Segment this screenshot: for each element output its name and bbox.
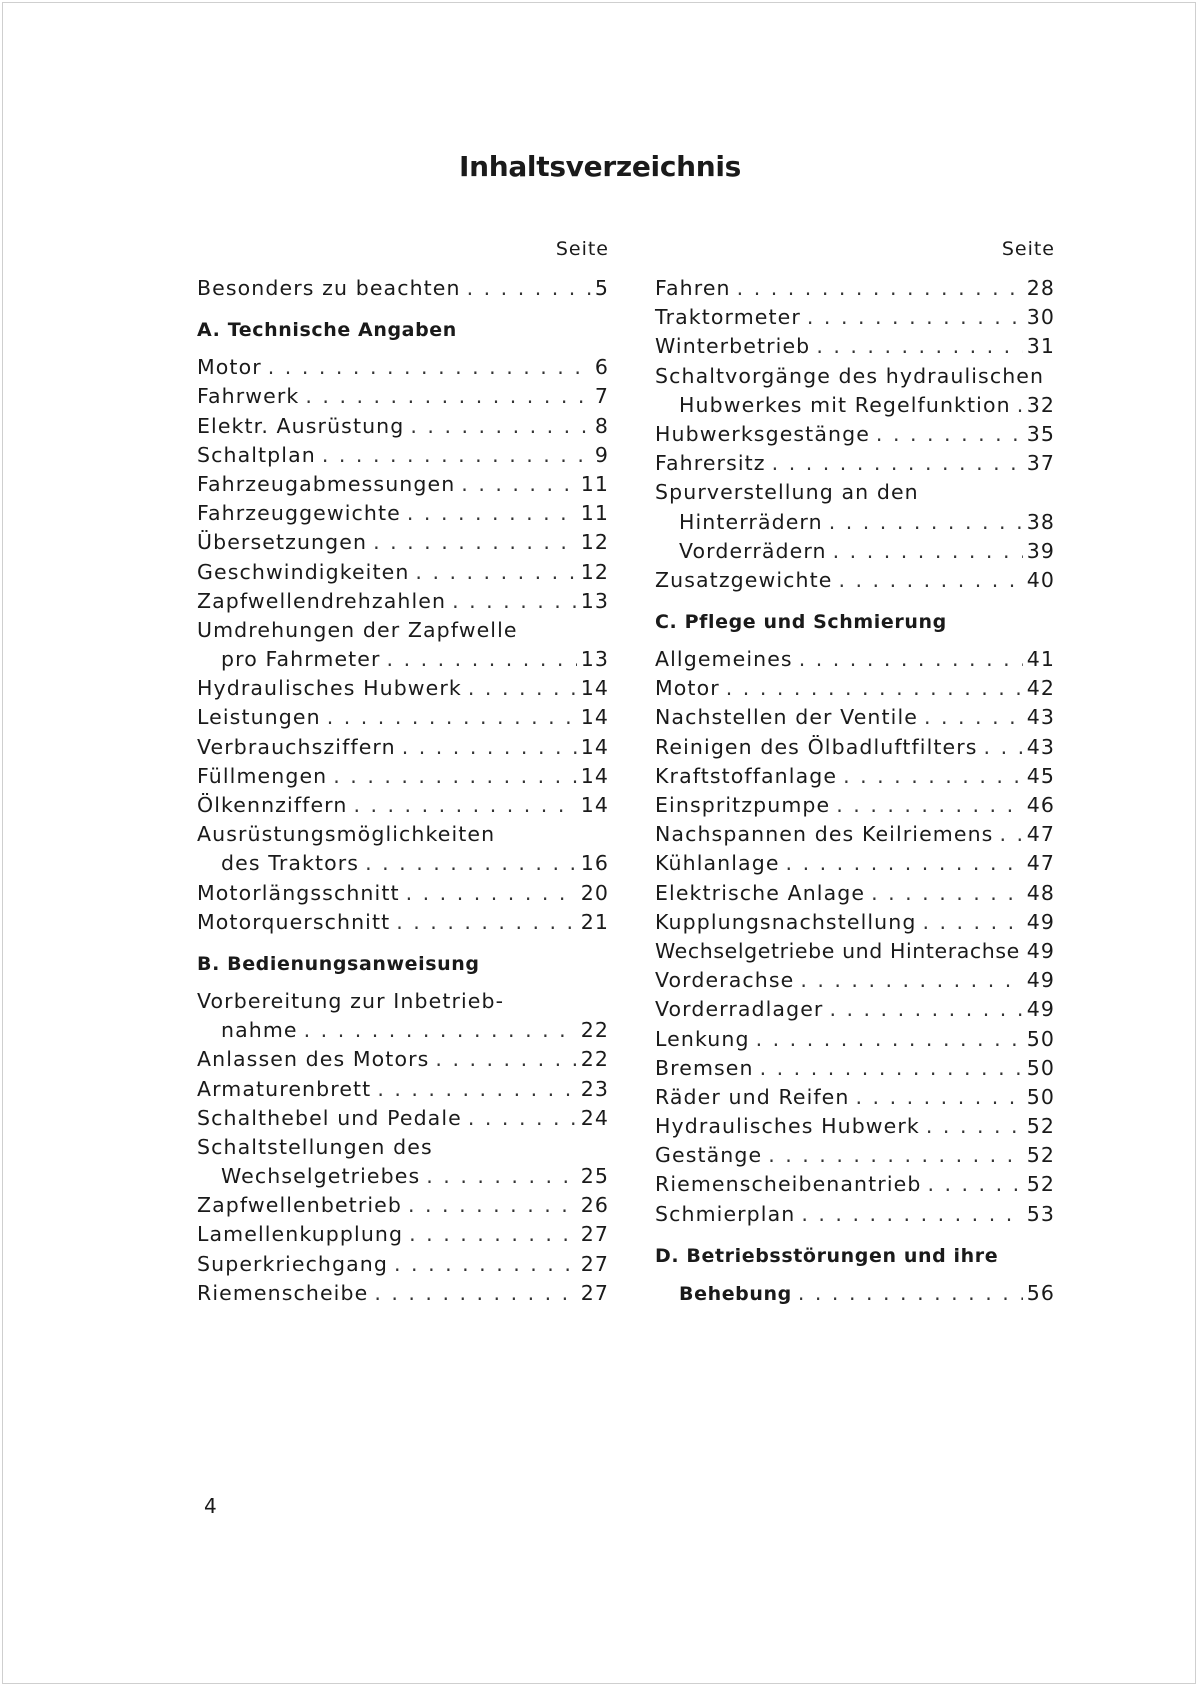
toc-entry [197, 822, 609, 851]
toc-entry [197, 618, 609, 647]
toc-dot-leader [837, 764, 1023, 788]
toc-dot-leader [359, 851, 577, 875]
toc-entry-title: Geschwindigkeiten [197, 559, 410, 584]
toc-page-number: 56 [1026, 1280, 1055, 1305]
toc-page-number: 6 [594, 355, 609, 380]
toc-entry-title: Allgemeines [655, 647, 793, 672]
toc-entry-title: Gestänge [655, 1143, 763, 1168]
toc-entry [655, 451, 1055, 480]
toc-dot-leader [299, 384, 590, 408]
toc-dot-leader [402, 1193, 577, 1217]
toc-dot-leader [396, 735, 577, 759]
toc-dot-leader [750, 1027, 1023, 1051]
toc-page-number: 22 [580, 1047, 609, 1072]
toc-entry [655, 1202, 1055, 1231]
toc-dot-leader [388, 1252, 577, 1276]
toc-entry [655, 822, 1055, 851]
toc-page-number: 14 [580, 793, 609, 817]
toc-entry-title: Hubwerkes mit Regelfunktion [679, 392, 1011, 417]
toc-entry-title: Fahrwerk [197, 384, 300, 409]
toc-entry-title: Hydraulisches Hubwerk [655, 1114, 920, 1139]
toc-dot-leader [429, 1047, 576, 1071]
toc-entry-title: Fahrzeuggewichte [197, 501, 401, 526]
toc-entry [197, 1106, 609, 1135]
toc-entry [197, 705, 609, 734]
toc-entry-title: Einspritzpumpe [655, 793, 831, 817]
toc-dot-leader [795, 1202, 1022, 1226]
toc-entry-title: Verbrauchsziffern [197, 734, 396, 759]
toc-page-number: 41 [1026, 647, 1055, 672]
toc-entry [655, 539, 1055, 568]
toc-entry [197, 1135, 609, 1164]
toc-entry [197, 910, 609, 939]
seite-label-left: Seite [555, 238, 609, 260]
toc-entry-title: Elektrische Anlage [655, 880, 866, 905]
toc-entry [197, 881, 609, 910]
toc-dot-leader [420, 1164, 576, 1188]
toc-entry [655, 276, 1055, 305]
toc-page-number: 49 [1026, 938, 1055, 963]
toc-entry [655, 305, 1055, 334]
toc-dot-leader [918, 705, 1023, 729]
toc-entry-title: Ausrüstungsmöglichkeiten [197, 822, 496, 847]
toc-entry-title: Motor [655, 676, 720, 701]
toc-entry [655, 1085, 1055, 1114]
toc-entry-title: Schaltstellungen des [197, 1134, 433, 1159]
toc-dot-leader [792, 1281, 1023, 1305]
toc-entry-title: Anlassen des Motors [197, 1047, 430, 1072]
toc-page-number: 8 [594, 413, 609, 438]
toc-entry-title: Elektr. Ausrüstung [197, 413, 405, 438]
toc-dot-leader [400, 881, 577, 905]
toc-page-number: 27 [580, 1251, 609, 1276]
toc-page-number: 20 [580, 880, 609, 905]
toc-entry-title: Besonders zu beachten [197, 276, 461, 300]
toc-entry-title: Kupplungsnachstellung [655, 909, 917, 934]
toc-entry-title: nahme [221, 1018, 298, 1043]
toc-entry [197, 764, 609, 793]
toc-entry [197, 647, 609, 676]
toc-entry [655, 393, 1055, 422]
toc-page-number: 50 [1026, 1084, 1055, 1109]
toc-page-number: 13 [580, 647, 609, 672]
toc-page-number: 37 [1026, 451, 1055, 476]
toc-entry [655, 997, 1055, 1026]
toc-page-number: 52 [1026, 1172, 1055, 1197]
toc-entry [197, 1193, 609, 1222]
toc-page-number: 5 [594, 276, 609, 300]
toc-entry [655, 480, 1055, 509]
toc-page-number: 47 [1026, 851, 1055, 876]
toc-entry [197, 589, 609, 618]
toc-dot-leader [731, 276, 1023, 300]
toc-dot-leader [754, 1056, 1023, 1080]
toc-entry [655, 705, 1055, 734]
toc-page-number: 32 [1026, 392, 1055, 417]
toc-page-number: 49 [1026, 909, 1055, 934]
toc-entry [655, 910, 1055, 939]
toc-page-number: 43 [1026, 734, 1055, 759]
toc-entry-title: Motorlängsschnitt [197, 880, 400, 905]
toc-entry [655, 334, 1055, 363]
toc-dot-leader [381, 647, 577, 671]
toc-page-number: 16 [580, 851, 609, 876]
toc-dot-leader [850, 1085, 1023, 1109]
toc-dot-leader [720, 676, 1023, 700]
seite-label-right: Seite [1001, 238, 1055, 260]
toc-page-number: 30 [1026, 305, 1055, 330]
toc-page-number: 31 [1026, 334, 1055, 359]
toc-page-number: 27 [580, 1222, 609, 1247]
toc-entry [655, 676, 1055, 705]
toc-entry [655, 510, 1055, 539]
toc-entry-title: Wechselgetriebe und Hinterachse [655, 938, 1020, 963]
toc-page-number: 50 [1026, 1026, 1055, 1051]
toc-entry [655, 851, 1055, 880]
toc-entry-title: Bremsen [655, 1055, 754, 1080]
toc-dot-leader [794, 968, 1022, 992]
toc-dot-leader [371, 1077, 576, 1101]
toc-page-number: 9 [594, 442, 609, 467]
toc-entry [197, 1281, 609, 1310]
toc-page-number: 46 [1026, 793, 1055, 817]
toc-entry [197, 319, 609, 355]
toc-dot-leader [762, 1143, 1023, 1167]
toc-entry-title: Armaturenbrett [197, 1076, 372, 1101]
toc-entry-title: Vorderachse [655, 968, 795, 993]
toc-entry-title: Ölkennziffern [197, 793, 348, 817]
toc-entry-title: Motorquerschnitt [197, 909, 391, 934]
toc-entry-title: Riemenscheibe [197, 1280, 369, 1305]
toc-entry [655, 793, 1055, 822]
toc-dot-leader [993, 822, 1022, 846]
toc-entry-title: Motor [197, 355, 262, 380]
toc-entry-title: Zapfwellendrehzahlen [197, 588, 447, 613]
toc-entry [655, 364, 1055, 393]
toc-entry-title: Leistungen [197, 705, 321, 730]
toc-entry-title: Vorbereitung zur Inbetrieb- [197, 988, 505, 1013]
toc-entry [655, 1114, 1055, 1143]
toc-entry [197, 735, 609, 764]
toc-page-number: 12 [580, 530, 609, 555]
toc-entry-title: Traktormeter [655, 305, 801, 330]
toc-entry [655, 939, 1055, 968]
toc-page-number: 11 [580, 501, 609, 526]
toc-entry-title: Reinigen des Ölbadluftfilters [655, 734, 978, 759]
toc-entry-title: A. Technische Angaben [197, 319, 457, 342]
toc-dot-leader [920, 1114, 1023, 1138]
toc-page-number: 21 [580, 909, 609, 934]
toc-entry-title: Umdrehungen der Zapfwelle [197, 617, 518, 642]
toc-entry [655, 1172, 1055, 1201]
toc-dot-leader [810, 334, 1022, 358]
toc-dot-leader [262, 355, 591, 379]
toc-left-entries [197, 276, 609, 1310]
toc-entry-title: B. Bedienungsanweisung [197, 952, 480, 975]
toc-entry-title: pro Fahrmeter [221, 647, 381, 672]
toc-entry [197, 851, 609, 880]
toc-entry [655, 611, 1055, 647]
toc-entry-title: Zusatzgewichte [655, 567, 833, 592]
toc-entry [197, 1164, 609, 1193]
toc-entry-title: Kraftstoffanlage [655, 763, 838, 788]
toc-entry [197, 1018, 609, 1047]
toc-entry-title: Superkriechgang [197, 1251, 389, 1276]
toc-entry [197, 530, 609, 559]
toc-right-entries [655, 276, 1055, 1310]
toc-page-number: 27 [580, 1280, 609, 1305]
toc-page-number: 7 [594, 384, 609, 409]
toc-entry-title: Hubwerksgestänge [655, 421, 870, 446]
toc-dot-leader [978, 735, 1023, 759]
toc-entry-title: Fahrersitz [655, 451, 766, 476]
toc-entry [197, 414, 609, 443]
toc-entry [197, 501, 609, 530]
toc-entry-title: Wechselgetriebes [221, 1164, 421, 1189]
toc-dot-leader [390, 910, 576, 934]
toc-page-number: 26 [580, 1193, 609, 1218]
toc-dot-leader [870, 422, 1023, 446]
toc-dot-leader [403, 1222, 577, 1246]
toc-entry-title: Räder und Reifen [655, 1084, 850, 1109]
toc-page-number: 28 [1026, 276, 1055, 300]
toc-entry-title: Schaltvorgänge des hydraulischen [655, 363, 1045, 388]
toc-page-number: 13 [580, 588, 609, 613]
toc-entry [655, 1245, 1055, 1281]
toc-entry-title: Riemenscheibenantrieb [655, 1172, 922, 1197]
toc-page-number: 24 [580, 1105, 609, 1130]
toc-dot-leader [793, 647, 1023, 671]
toc-entry-title: Vorderradlager [655, 997, 824, 1022]
toc-dot-leader [327, 764, 576, 788]
page-number: 4 [204, 1494, 217, 1518]
toc-entry-title: des Traktors [221, 851, 360, 876]
toc-dot-leader [446, 589, 577, 613]
toc-page-number: 42 [1026, 676, 1055, 701]
toc-entry [197, 1047, 609, 1076]
toc-entry-title: Vorderrädern [679, 538, 827, 563]
toc-entry [197, 1222, 609, 1251]
toc-entry-title: D. Betriebsstörungen und ihre [655, 1244, 999, 1267]
toc-entry-title: Zapfwellenbetrieb [197, 1193, 402, 1218]
toc-dot-leader [298, 1018, 577, 1042]
toc-dot-leader [865, 881, 1023, 905]
toc-page-number: 45 [1026, 763, 1055, 788]
toc-entry [197, 276, 609, 305]
toc-page-number: 14 [580, 763, 609, 788]
toc-dot-leader [766, 451, 1023, 475]
toc-dot-leader [404, 414, 590, 438]
toc-entry [655, 764, 1055, 793]
toc-entry [655, 881, 1055, 910]
toc-page-number: 47 [1026, 822, 1055, 847]
toc-entry-title: C. Pflege und Schmierung [655, 611, 947, 634]
toc-page-number: 40 [1026, 567, 1055, 592]
toc-page-number: 49 [1026, 968, 1055, 993]
toc-entry [197, 355, 609, 384]
toc-entry [197, 793, 609, 822]
toc-entry [655, 735, 1055, 764]
toc-dot-leader [462, 676, 577, 700]
toc-entry-title: Schaltplan [197, 442, 316, 467]
toc-entry-title: Hydraulisches Hubwerk [197, 676, 462, 701]
toc-entry [655, 568, 1055, 597]
toc-page-number: 25 [580, 1164, 609, 1189]
toc-entry-title: Schmierplan [655, 1201, 796, 1226]
toc-dot-leader [916, 910, 1022, 934]
toc-page-number: 14 [580, 676, 609, 701]
toc-entry [655, 647, 1055, 676]
toc-dot-leader [823, 510, 1023, 534]
toc-dot-leader [462, 1106, 577, 1130]
toc-dot-leader [316, 443, 591, 467]
toc-entry [655, 968, 1055, 997]
toc-entry [197, 560, 609, 589]
toc-entry-title: Füllmengen [197, 763, 328, 788]
toc-entry [197, 1077, 609, 1106]
toc-page-number: 14 [580, 734, 609, 759]
toc-entry-title: Hinterrädern [679, 509, 823, 534]
toc-page-number: 52 [1026, 1114, 1055, 1139]
toc-entry [197, 676, 609, 705]
toc-entry [655, 1281, 1055, 1310]
toc-page-number: 23 [580, 1076, 609, 1101]
toc-dot-leader [347, 793, 576, 817]
toc-dot-leader [409, 560, 576, 584]
toc-entry-title: Kühlanlage [655, 851, 780, 876]
toc-page-number: 43 [1026, 705, 1055, 730]
toc-page-number: 12 [580, 559, 609, 584]
toc-entry [197, 989, 609, 1018]
toc-entry-title: Lenkung [655, 1026, 750, 1051]
toc-entry [655, 422, 1055, 451]
toc-entry-title: Schalthebel und Pedale [197, 1105, 462, 1130]
toc-dot-leader [921, 1172, 1022, 1196]
toc-entry-title: Fahren [655, 276, 731, 300]
toc-page-number: 52 [1026, 1143, 1055, 1168]
toc-page-number: 11 [580, 471, 609, 496]
toc-dot-leader [321, 705, 577, 729]
toc-dot-leader [401, 501, 577, 525]
toc-entry-title: Nachstellen der Ventile [655, 705, 918, 730]
toc-entry [655, 1027, 1055, 1056]
toc-dot-leader [1011, 393, 1023, 417]
toc-entry-title: Fahrzeugabmessungen [197, 471, 456, 496]
page-title: Inhaltsverzeichnis [458, 150, 742, 183]
toc-page-number: 38 [1026, 509, 1055, 534]
toc-entry [655, 1056, 1055, 1085]
toc-page-number: 50 [1026, 1055, 1055, 1080]
toc-dot-leader [367, 530, 577, 554]
toc-entry [197, 443, 609, 472]
toc-entry [655, 1143, 1055, 1172]
toc-entry [197, 384, 609, 413]
toc-page-number: 39 [1026, 538, 1055, 563]
toc-page-number: 48 [1026, 880, 1055, 905]
toc-entry-title: Übersetzungen [197, 530, 368, 555]
toc-dot-leader [455, 472, 576, 496]
toc-entry-title: Nachspannen des Keilriemens [655, 822, 994, 847]
toc-entry [197, 472, 609, 501]
toc-dot-leader [832, 568, 1022, 592]
toc-page-number: 35 [1026, 421, 1055, 446]
toc-page-number: 53 [1026, 1201, 1055, 1226]
toc-entry [197, 1252, 609, 1281]
toc-entry-title: Behebung [679, 1282, 792, 1305]
toc-entry [197, 953, 609, 989]
toc-dot-leader [368, 1281, 576, 1305]
toc-entry-title: Winterbetrieb [655, 334, 811, 359]
toc-dot-leader [830, 793, 1022, 817]
toc-entry-title: Spurverstellung an den [655, 480, 919, 505]
toc-dot-leader [801, 305, 1023, 329]
toc-dot-leader [827, 539, 1023, 563]
toc-page-number: 22 [580, 1018, 609, 1043]
toc-page-number: 14 [580, 705, 609, 730]
toc-page-number: 49 [1026, 997, 1055, 1022]
toc-dot-leader [780, 851, 1023, 875]
toc-entry-title: Lamellenkupplung [197, 1222, 404, 1247]
toc-dot-leader [823, 997, 1022, 1021]
toc-dot-leader [461, 276, 591, 300]
